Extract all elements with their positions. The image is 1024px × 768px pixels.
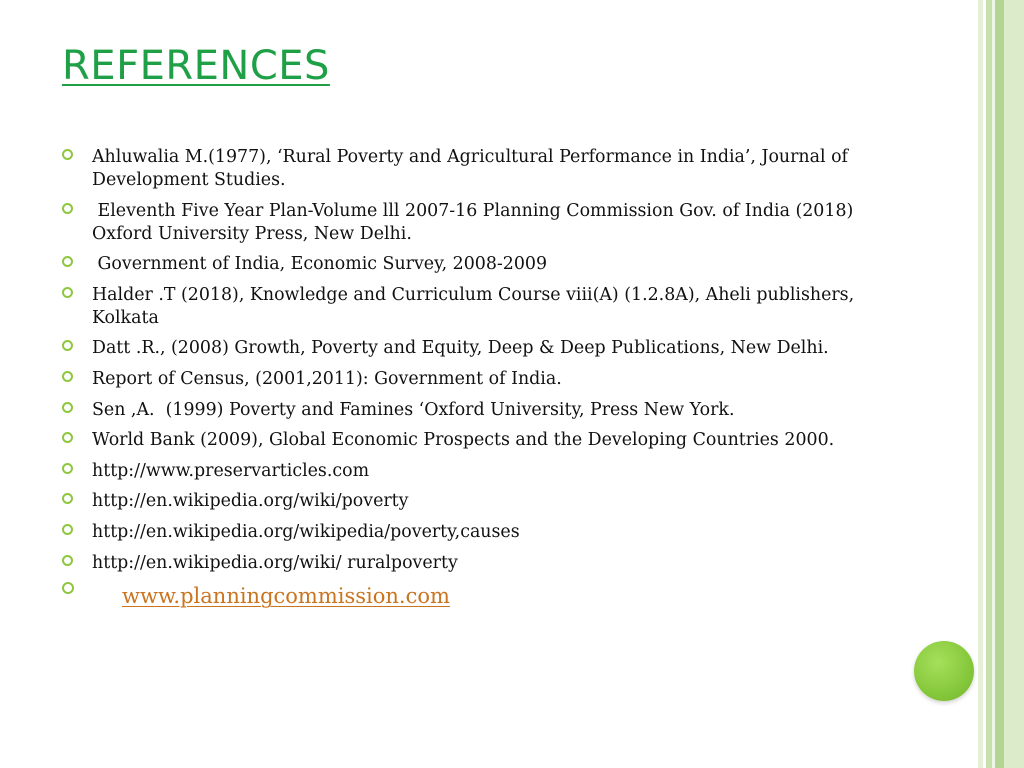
list-item <box>60 200 860 246</box>
decorative-stripes <box>978 0 1024 768</box>
reference-text: Eleventh Five Year Plan-Volume lll 2007-16 Planning Commission Gov. of India (2018) Oxford University Press, New Delhi. <box>92 200 859 244</box>
list-item <box>60 399 860 422</box>
reference-list <box>60 146 860 618</box>
bullet-icon <box>62 524 73 535</box>
reference-text: World Bank (2009), Global Economic Prospects and the Developing Countries 2000. <box>92 430 835 451</box>
planning-commission-link[interactable]: www.planningcommission.com <box>122 584 450 609</box>
reference-text: Halder .T (2018), Knowledge and Curriculum Course viii(A) (1.2.8A), Aheli publishers, Kolkata <box>92 284 855 328</box>
bullet-icon <box>62 463 73 474</box>
list-item <box>60 490 860 513</box>
bullet-icon <box>62 256 73 267</box>
reference-url: http://en.wikipedia.org/wikipedia/poverty,causes <box>92 521 520 542</box>
bullet-icon <box>62 371 73 382</box>
reference-text: Datt .R., (2008) Growth, Poverty and Equity, Deep & Deep Publications, New Delhi. <box>92 338 829 359</box>
bullet-icon <box>62 203 73 214</box>
green-circle-icon <box>914 641 974 701</box>
stripe <box>995 0 1004 768</box>
reference-text: Ahluwalia M.(1977), ‘Rural Poverty and Agricultural Performance in India’, Journal of Development Studies. <box>92 147 848 190</box>
reference-text: Report of Census, (2001,2011): Government of India. <box>92 368 562 389</box>
list-item <box>60 284 860 330</box>
bullet-icon <box>62 149 73 160</box>
bullet-icon <box>62 402 73 413</box>
bullet-icon <box>62 340 73 351</box>
bullet-icon <box>62 287 73 298</box>
reference-url: http://www.preservarticles.com <box>92 460 370 481</box>
reference-url: http://en.wikipedia.org/wiki/ ruralpoverty <box>92 552 458 573</box>
bullet-icon <box>62 582 74 594</box>
list-item <box>60 146 860 192</box>
bullet-icon <box>62 432 73 443</box>
list-item <box>60 582 860 610</box>
list-item <box>60 429 860 452</box>
list-item <box>60 460 860 483</box>
bullet-icon <box>62 493 73 504</box>
list-item <box>60 337 860 360</box>
bullet-icon <box>62 555 73 566</box>
slide-title: REFERENCES <box>62 43 330 89</box>
list-item <box>60 253 860 276</box>
stripe <box>1004 0 1024 768</box>
reference-url: http://en.wikipedia.org/wiki/poverty <box>92 491 409 512</box>
reference-text: Sen ,A. (1999) Poverty and Famines ‘Oxford University, Press New York. <box>92 399 735 420</box>
reference-text: Government of India, Economic Survey, 2008-2009 <box>92 254 548 275</box>
list-item <box>60 521 860 544</box>
list-item <box>60 368 860 391</box>
list-item <box>60 552 860 575</box>
